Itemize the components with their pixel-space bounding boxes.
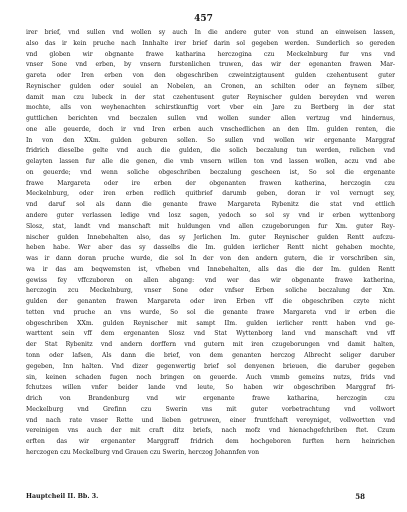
- body-text: [26, 28, 395, 459]
- text-line: tonn oder lafsen, Als dann die brief, von dem genanten herczog Albrecht seliger daruber: [26, 351, 395, 359]
- text-line: warttent sein vff dem ergenanten Slosz vnd Stat Wyttenborg land vnd manschaft vnd vff: [26, 330, 395, 338]
- text-line: vereinigen vns auch der mit craft ditz briefs, nach mofz vnd hienachgefchriben ftet. Czum: [26, 427, 395, 435]
- text-line: Slosz, stat, landt vnd manschaft mit huldungen vnd allen czugeborungen fur Xm. guter Rey-: [26, 222, 395, 230]
- text-line: Meckelnburg, oder iren erben redlich quitbrief darumb geben, doran ir vol vernugt sey,: [26, 190, 395, 198]
- text-line: gegeben, Inn halten. Vnd dizer gegenwertig brief sol denyenen brieuen, die daruber gegeben: [26, 362, 395, 370]
- text-line: obgeschriben XXm. gulden Reynischer mit sampt IIm. gulden ierlicher rentt haben vnd ge-: [26, 319, 395, 327]
- text-line: gareta oder Iren erben von den obgeschriben czweintzigtausent gulden czehentusent guter: [26, 72, 395, 80]
- text-line: Reynischer gulden oder souiel an Nobelen, an Cronen, an schilten oder an feynem silber,: [26, 82, 395, 90]
- text-line: one alle geuerde, doch ir vnd Iren erben auch vnschedlichen an den IIm. gulden renten, die: [26, 125, 395, 133]
- text-line: erften das wir ergenanter Marggraff fridrich dem hochgeboren furften hern heinrichen: [26, 438, 395, 446]
- text-line: gulden der genanten frawen Margareta oder iren Erben vff die obgeschriben czyte nicht: [26, 298, 395, 306]
- text-line: herczogen czu Meckelburg vnd Grauen czu Swerin, herczog Johannfen von: [26, 448, 260, 456]
- text-line: mochte, alls von weyhenachten schirstkunftig vort vber ein Jare zu Bertberg in der stat: [26, 104, 395, 112]
- signature-mark: Hauptcheil II. Bb. 3.: [26, 493, 99, 500]
- text-line: gewiss fey vffczuboren on allen abgang: vnd wer das wir obgenante frawe katherina,: [26, 276, 395, 284]
- text-line: sin, keinen schaden fugen noch bringen on geuerde. Auch vmmb gemeins nutzs, frids vnd: [26, 373, 395, 381]
- text-line: der Stat Rybenitz vnd andern dorffern vnd gutern mit iren czugeborungen vnd damit halten,: [26, 341, 395, 349]
- text-line: herczogin zcu Meckelnburg, vnser Sone oder vnfser Erben soliche beczalung der Xm.: [26, 287, 395, 295]
- text-line: vnd daruf sol als dann die genante frawe Margareta Rybenitz die stat vnd ettlich: [26, 201, 395, 209]
- text-line: wa ir das am beqwemsten ist, vfheben vnd Innebehalten, alls das die der Im. gulden Rentt: [26, 265, 395, 273]
- text-line: vnd globen wir obgnante frawe katharina herczogina czu Meckelnburg fur vns vnd: [26, 50, 395, 58]
- text-line: heben habe. Wer aber das sy dasselbs die Im. gulden ierlicher Rentt nicht gehaben mochte,: [26, 244, 395, 252]
- text-line: Meckelburg vnd Grefinn czu Swerin vns mit guter vorbetrachtung vnd vollwort: [26, 405, 395, 413]
- text-line: also das ir kein pruche nach Innhalte irer brief darin sol gegeben werden. Sunderlich so gereden: [26, 39, 395, 47]
- text-line: fchutzes willen vnfer beider lande vnd leute, So haben wir obgeschriben Marggraf fri-: [26, 384, 395, 392]
- text-line: was ir dann doran pruche wurde, die sol In der von den andern gutern, die ir vorschriben sin,: [26, 255, 395, 263]
- text-line: gelayten lassen fur alle die genen, die vmb vnsern willen ton vnd lassen wollen, aczu vnd abe: [26, 158, 395, 166]
- text-line: frawe Margareta oder ire erben der obgenanten frawen katherina, herczogin czu: [26, 179, 395, 187]
- folio-number: 58: [355, 492, 365, 501]
- text-line: on geuerde; vnd wenn soliche obgeschriben beczalung gescheen ist, So sol die ergenante: [26, 168, 395, 176]
- page-number: 457: [194, 14, 213, 24]
- text-line: In von den XXm. gulden geburen sollen. So sullen vnd wollen wir ergenante Marggraf: [26, 136, 395, 144]
- text-line: guttlichen berichten vnd beczalen sullen vnd wollen sunder allen vertzug vnd hindernus,: [26, 115, 395, 123]
- text-line: fridrich dieselbe gelte vnd auch die gulden, die solich beczalung tun werden, relichen vnd: [26, 147, 395, 155]
- text-line: vnser Sone vnd erben, by vnsern furstenlichen truwen, das wir der egenanten frawen Mar-: [26, 61, 395, 69]
- text-line: tetten vnd pruche an vns wurde, So sol die genante frawe Margareta vnd ir erben die: [26, 308, 395, 316]
- text-line: vnd nach rate vnser Rette und lieben getruwen, einer fruntfchaft vereyniget, vollwortten vnd: [26, 416, 395, 424]
- page-footer: [26, 491, 395, 503]
- text-line: andere guter verlassen ledige vnd losz sagen, yedoch so sol sy vnd ir erben wyttenborg: [26, 212, 395, 220]
- text-line: drich von Brandenburg vnd wir ergenante frawe katharina, herczogin czu: [26, 395, 395, 403]
- text-line: nischer gulden Innebehalten also, das sy Jerlichen Im. guter Reynischer gulden Rentt aufczu-: [26, 233, 395, 241]
- text-line: damit man czu lubeck in der stat czehentusent guter Reynischer gulden bereyden vnd weren: [26, 93, 395, 101]
- text-line: irer brief, vnd sullen vnd wollen sy auch In die andere guter von stund an einweisen lassen,: [26, 29, 395, 36]
